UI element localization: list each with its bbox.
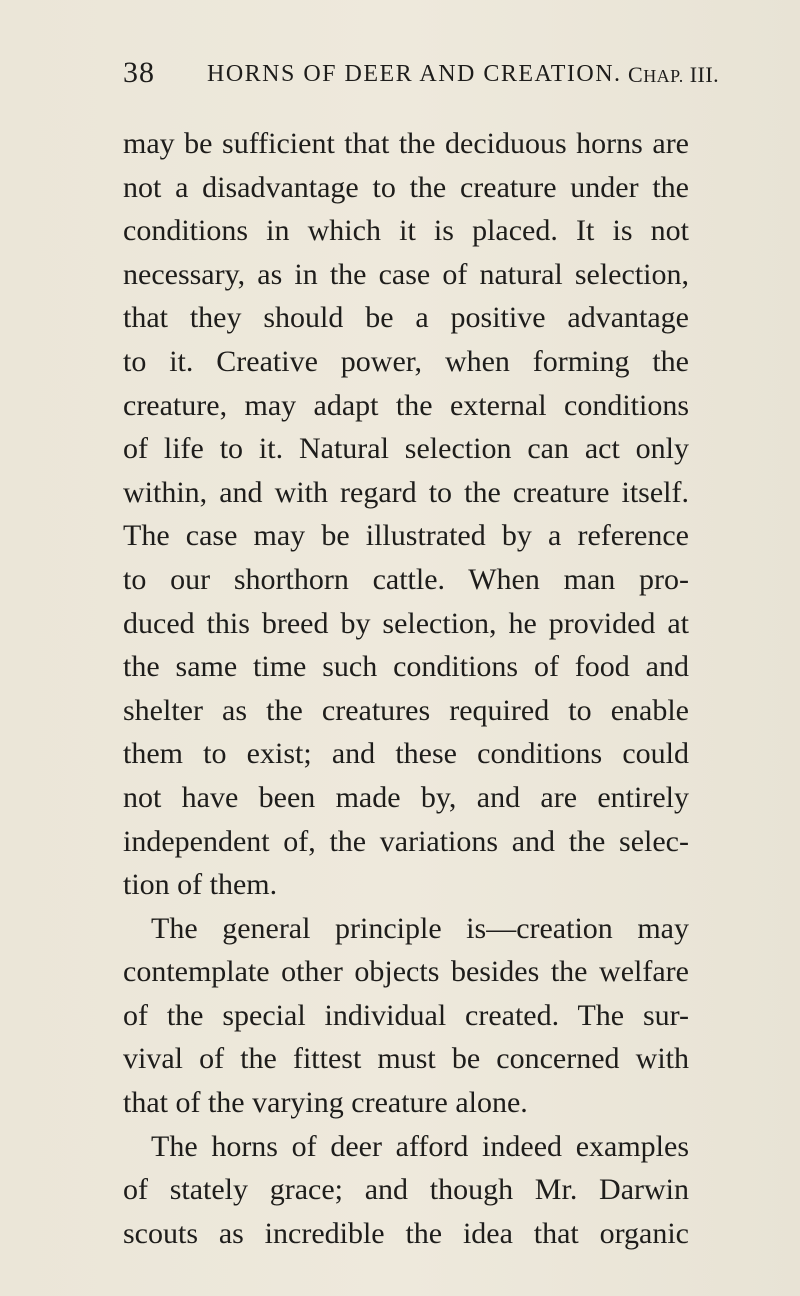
text-line: them to exist; and these conditions could [123,737,689,771]
chapter-label [628,62,719,88]
text-line: that they should be a positive advantage [123,301,689,335]
text-line: The case may be illustrated by a reference [123,519,689,553]
text-line: not a disadvantage to the creature under the [123,170,689,204]
text-line: independent of, the variations and the selec- [123,824,689,858]
text-line: that of the varying creature alone. [123,1086,528,1120]
text-line: the same time such conditions of food and [123,650,689,684]
text-line: of stately grace; and though Mr. Darwin [123,1173,689,1207]
text-line: shelter as the creatures required to enable [123,693,689,727]
body-text [123,122,689,1255]
text-line: contemplate other objects besides the welfare [123,955,689,989]
text-line: duced this breed by selection, he provided at [123,606,689,640]
text-line: necessary, as in the case of natural selection, [123,257,689,291]
text-line: of life to it. Natural selection can act only [123,432,689,466]
chapter-prefix: C [628,62,644,87]
text-line: The general principle is—creation may [151,911,689,945]
text-line: tion of them. [123,868,278,902]
text-line: to our shorthorn cattle. When man pro- [123,562,689,596]
text-line: not have been made by, and are entirely [123,780,689,814]
text-line: conditions in which it is placed. It is not [123,214,689,248]
text-line: scouts as incredible the idea that organic [123,1216,689,1250]
text-line: may be sufficient that the deciduous horns are [123,127,689,160]
running-title: HORNS OF DEER AND CREATION. [207,61,622,87]
text-line: vival of the fittest must be concerned with [123,1042,689,1076]
chapter-number: III. [689,62,720,87]
text-line: creature, may adapt the external conditions [123,388,689,422]
text-line: within, and with regard to the creature itself. [123,475,689,509]
chapter-small-caps: HAP. [643,66,684,86]
page-header [123,56,720,96]
page-number: 38 [123,56,155,89]
text-line: of the special individual created. The sur- [123,998,689,1032]
text-line: The horns of deer afford indeed examples [151,1129,689,1163]
text-line: to it. Creative power, when forming the [123,344,689,378]
